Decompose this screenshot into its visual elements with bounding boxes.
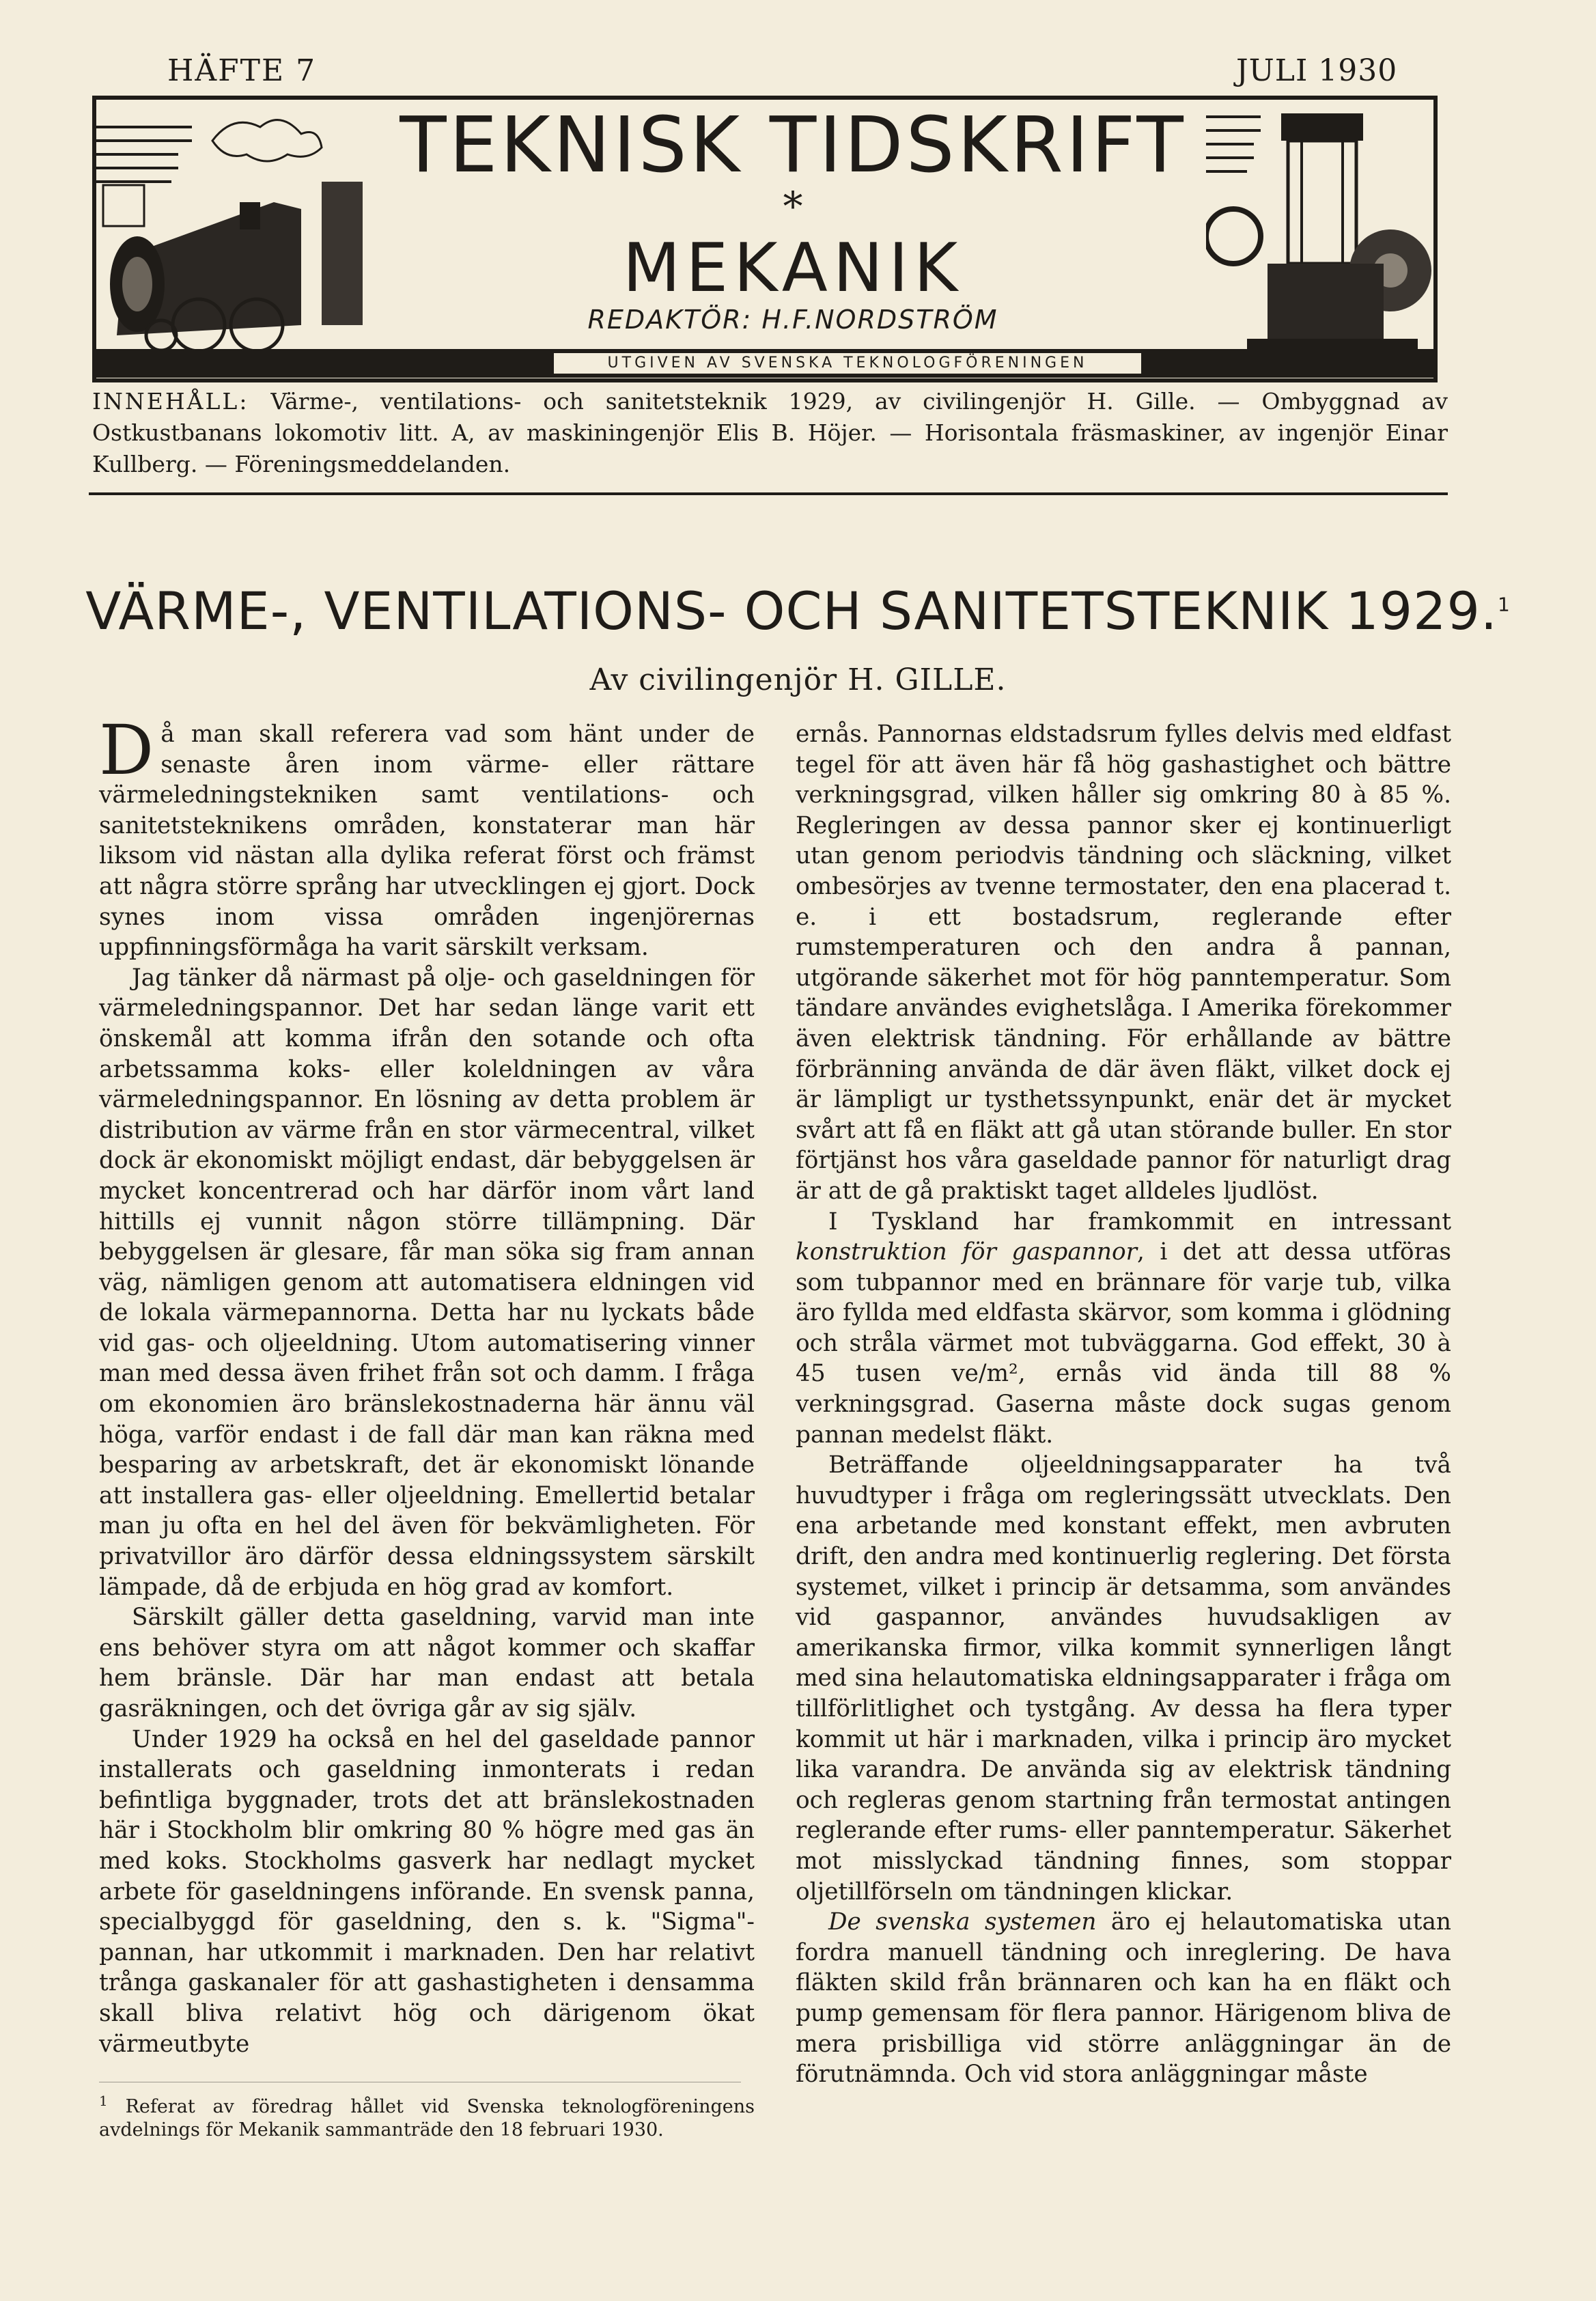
emphasis-text: konstruktion för gaspannor <box>796 1238 1138 1266</box>
article-author: Av civilingenjör H. GILLE. <box>589 663 1007 697</box>
footnote-mark: 1 <box>99 2093 108 2109</box>
left-column <box>99 710 755 2059</box>
magazine-title: TEKNISK TIDSKRIFT <box>400 101 1186 190</box>
footnote-reference: 1 <box>1497 593 1511 616</box>
table-of-contents <box>92 386 1448 480</box>
paragraph <box>99 710 755 963</box>
masthead <box>92 96 1438 382</box>
paragraph: Beträffande oljeeldningsapparater ha två huvudtyper i fråga om regleringssätt utvecklats. Den ena arbetande med konstant effekt, men avbruten drift, den andra med kontinuerlig reglering. Det första systemet, vilket i princip är detsamma, som användes vid gaspannor, användes huvudsakligen av amerikanska firmor, vilka kommit synnerligen långt med sina helautomatiska eldningsapparater i fråga om tillförlitlighet och tystgång. Av dessa ha flera typer kommit ut här i marknaden, vilka i princip äro mycket lika varandra. De använda sig av elektrisk tändning och regleras genom startning från termostat antingen reglerande efter rums- eller panntemperatur. Säkerhet mot misslyckad tändning finnes, som stoppar oljetillförseln om tändningen klickar. <box>796 1451 1451 1906</box>
article-title <box>0 581 1596 641</box>
paragraph: Särskilt gäller detta gaseldning, varvid man inte ens behöver styra om att något kommer och skaffar hem bränsle. Där har man endast att betala gasräkningen, och det övriga går av sig själv. <box>99 1604 755 1723</box>
footnote <box>99 2089 755 2142</box>
paragraph: Jag tänker då närmast på olje- och gaseldningen för värmeledningspannor. Det har sedan länge varit ett önskemål att komma ifrån den sotande och ofta arbetssamma koks- eller koleldningen av våra värmeledningspannor. En lösning av detta problem är distribution av värme från en stor värmecentral, vilket dock är ekonomiskt möjligt endast, där bebyggelsen är mycket koncentrerad och har därför inom vårt land hittills ej vunnit någon större tillämpning. Där bebyggelsen är glesare, får man söka sig fram annan väg, nämligen genom att automatisera eldningen vid de lokala värmepannorna. Detta har nu lyckats både vid gas- och oljeeldning. Utom automatisering vinner man med dessa även frihet från sot och damm. I fråga om ekonomien äro bränslekostnaderna här ännu väl höga, varför endast i de fall där man kan räkna med besparing av arbetskraft, det är ekonomiskt lönande att installera gas- eller oljeeldning. Emellertid betalar man ju ofta en hel del även för bekvämligheten. För privatvillor äro därför dessa eldningssystem särskilt lämpade, då de erbjuda en hög grad av komfort. <box>99 964 755 1601</box>
engine-machine-illustration <box>1206 100 1433 369</box>
contents-label: INNEHÅLL: <box>92 388 249 415</box>
publisher-line: UTGIVEN AV SVENSKA TEKNOLOGFÖRENINGEN <box>554 353 1141 374</box>
footnote-text: Referat av föredrag hållet vid Svenska teknologföreningens avdelnings för Mekanik sammanträde den 18 februari 1930. <box>99 2096 755 2140</box>
divider-rule <box>89 492 1448 495</box>
paragraph-text: I Tyskland har framkommit en intressant <box>828 1208 1451 1236</box>
issue-date: JULI 1930 <box>1236 53 1398 88</box>
contents-text: Värme-, ventilations- och sanitetsteknik 1929, av civilingenjör H. Gille. — Ombyggnad av Ostkustbanans lokomotiv litt. A, av maskiningenjör Elis B. Höjer. — Horisontala fräsmaskiner, av ingenjör Einar Kullberg. — Föreningsmeddelanden. <box>92 388 1448 477</box>
paragraph-text: , i det att dessa utföras som tubpannor med en brännare för varje tub, vilka äro fyllda med eldfasta skärvor, som komma i glödning och stråla värmet mot tubväggarna. God effekt, 30 à 45 tusen ve/m², ernås vid ända till 88 % verkningsgrad. Gaserna måste dock sugas genom pannan medelst fläkt. <box>796 1238 1452 1449</box>
paragraph-text: å man skall referera vad som hänt under de senaste åren inom värme- eller rättare värmeledningstekniken samt ventilations- och sanitetsteknikens områden, konstaterar man här liksom vid nästan alla dylika referat först och främst att några större språng har utvecklingen ej gjort. Dock synes inom vissa områden ingenjörernas uppfinningsförmåga ha varit särskilt verksam. <box>99 721 755 962</box>
right-column <box>796 719 1451 2090</box>
drop-cap: D <box>99 710 154 790</box>
paragraph: Under 1929 ha också en hel del gaseldade pannor installerats och gaseldning inmonterats i redan befintliga byggnader, trots det att bränslekostnaden här i Stockholm blir omkring 80 % högre med gas än med koks. Stockholms gasverk har nedlagt mycket arbete för gaseldningens införande. En svensk panna, specialbyggd för gaseldning, den s. k. "Sigma"-pannan, har utkommit i marknaden. Den har relativt trånga gaskanaler för att gashastigheten i densamma skall bliva relativt hög och därigenom ökat värmeutbyte <box>99 1725 755 2058</box>
editor-line: REDAKTÖR: H.F.NORDSTRÖM <box>587 305 998 335</box>
masthead-title-block <box>383 100 1203 369</box>
steam-locomotive-illustration <box>96 100 378 369</box>
paragraph <box>796 1907 1451 2090</box>
emphasis-text: De svenska systemen <box>828 1908 1097 1936</box>
section-title: MEKANIK <box>622 229 964 307</box>
paragraph <box>796 1207 1451 1451</box>
article-title-text: VÄRME-, VENTILATIONS- OCH SANITETSTEKNIK 1929. <box>85 581 1498 641</box>
issue-number: HÄFTE 7 <box>167 53 317 88</box>
paragraph-text: äro ej helautomatiska utan fordra manuell tändning och inreglering. De hava fläkten skild från brännaren och kan ha en fläkt och pump gemensam för flera pannor. Härigenom bliva de mera prisbilliga vid större anläggningar än de förutnämnda. Och vid stora anläggningar måste <box>796 1908 1451 2089</box>
publisher-band <box>96 349 1433 378</box>
star-ornament: * <box>783 183 803 229</box>
paragraph: ernås. Pannornas eldstadsrum fylles delvis med eldfast tegel för att även här få hög gashastighet och bättre verkningsgrad, vilken håller sig omkring 80 à 85 %. Regleringen av dessa pannor sker ej kontinuerligt utan genom periodvis tändning och släckning, vilket ombesörjes av tvenne termostater, den ena placerad t. e. i ett bostadsrum, reglerande efter rumstemperaturen och den andra å pannan, utgörande säkerhet mot för hög panntemperatur. Som tändare användes evighetslåga. I Amerika förekommer även elektrisk tändning. För erhållande av bättre förbränning använda de där även fläkt, vilket dock ej är lämpligt ur tysthetssynpunkt, enär det är mycket svårt att få en fläkt att gå utan störande buller. En stor förtjänst hos våra gaseldade pannor för naturligt drag är att de gå praktiskt taget alldeles ljudlöst. <box>796 721 1451 1205</box>
